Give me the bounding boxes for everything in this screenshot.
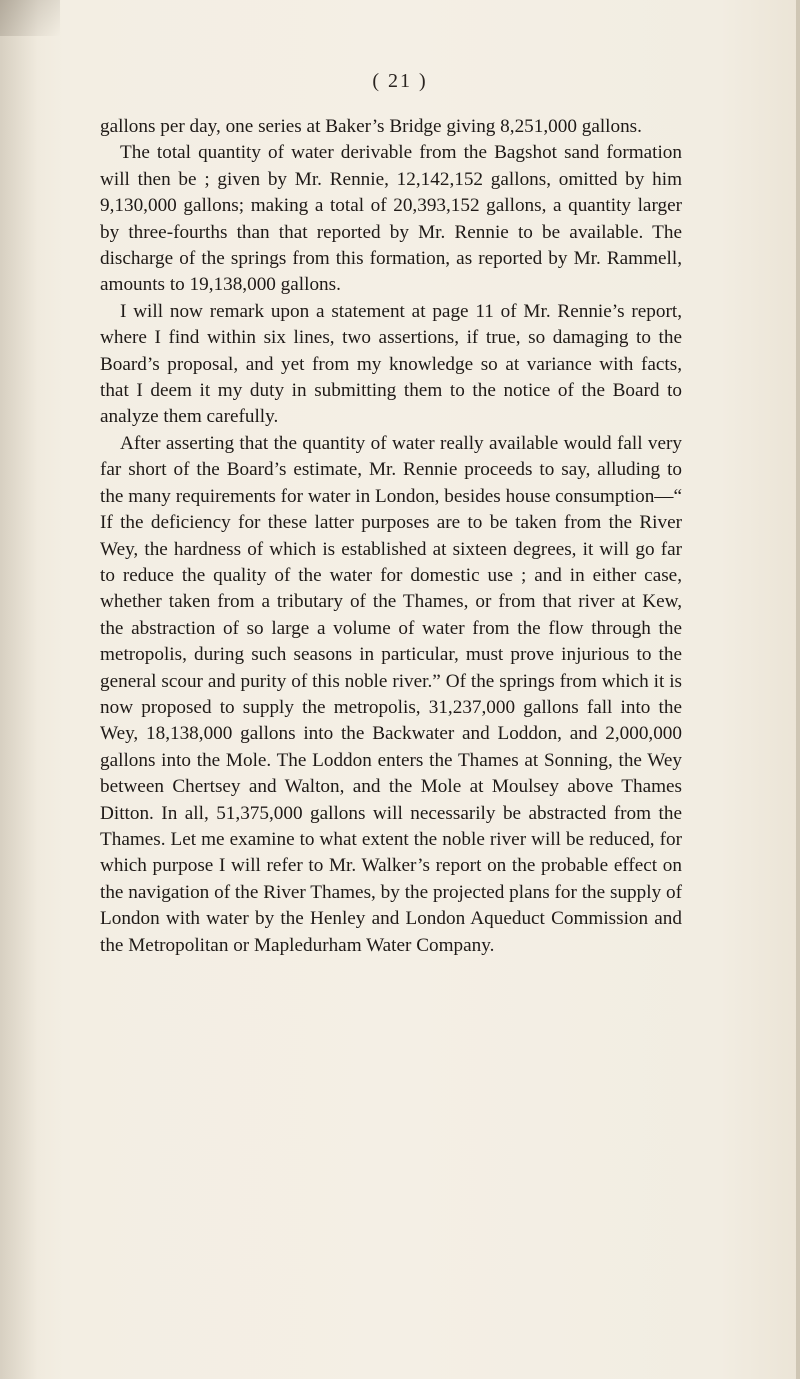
page-right-edge [796,0,800,1379]
paragraph-thames-abstraction: After asserting that the quantity of water really available would fall very far short of the Board’s estimate, Mr. Rennie proceeds to say, alluding to the many requirements for water in London, besides house consumption—“ If the deficiency for these latter purposes are to be taken from the River Wey, the hardness of which is established at sixteen degrees, it will go far to reduce the quality of the water for domestic use ; and in either case, whether taken from a tributary of the Thames, or from that river at Kew, the abstraction of so large a volume of water from the flow through the metropolis, during such seasons in particular, must prove injurious to the general scour and purity of this noble river.” Of the springs from which it is now proposed to supply the metropolis, 31,237,000 gallons fall into the Wey, 18,138,000 gallons into the Backwater and Loddon, and 2,000,000 gallons into the Mole. The Loddon enters the Thames at Sonning, the Wey between Chertsey and Walton, and the Mole at Moulsey above Thames Ditton. In all, 51,375,000 gallons will necessarily be abstracted from the Thames. Let me examine to what extent the noble river will be reduced, for which purpose I will refer to Mr. Walker’s report on the probable effect on the navigation of the River Thames, by the projected plans for the supply of London with water by the Henley and London Aqueduct Commission and the Metropolitan or Mapledurham Water Company. [100,432,682,956]
paragraph-bagshot-total: The total quantity of water derivable from the Bagshot sand formation will then be ; given by Mr. Rennie, 12,142,152 gallons, omitted by him 9,130,000 gallons; making a total of 20,393,152 gallons, a quantity larger by three-fourths than that reported by Mr. Rennie to be available. The discharge of the springs from this formation, as reported by Mr. Rammell, amounts to 19,138,000 gallons. [100,142,682,296]
binding-shadow [0,0,38,1379]
paragraph-continuation: gallons per day, one series at Baker’s Bridge giving 8,251,000 gallons. [100,116,642,137]
paragraph-rennie-statement: I will now remark upon a statement at page 11 of Mr. Rennie’s report, where I find within six lines, two assertions, if true, so damaging to the Board’s proposal, and yet from my knowledge so at variance with facts, that I deem it my duty in submitting them to the notice of the Board to analyze them carefully. [100,300,682,428]
page-number: ( 21 ) [372,70,428,92]
page-corner-shadow [0,0,60,36]
body-text [100,114,682,959]
